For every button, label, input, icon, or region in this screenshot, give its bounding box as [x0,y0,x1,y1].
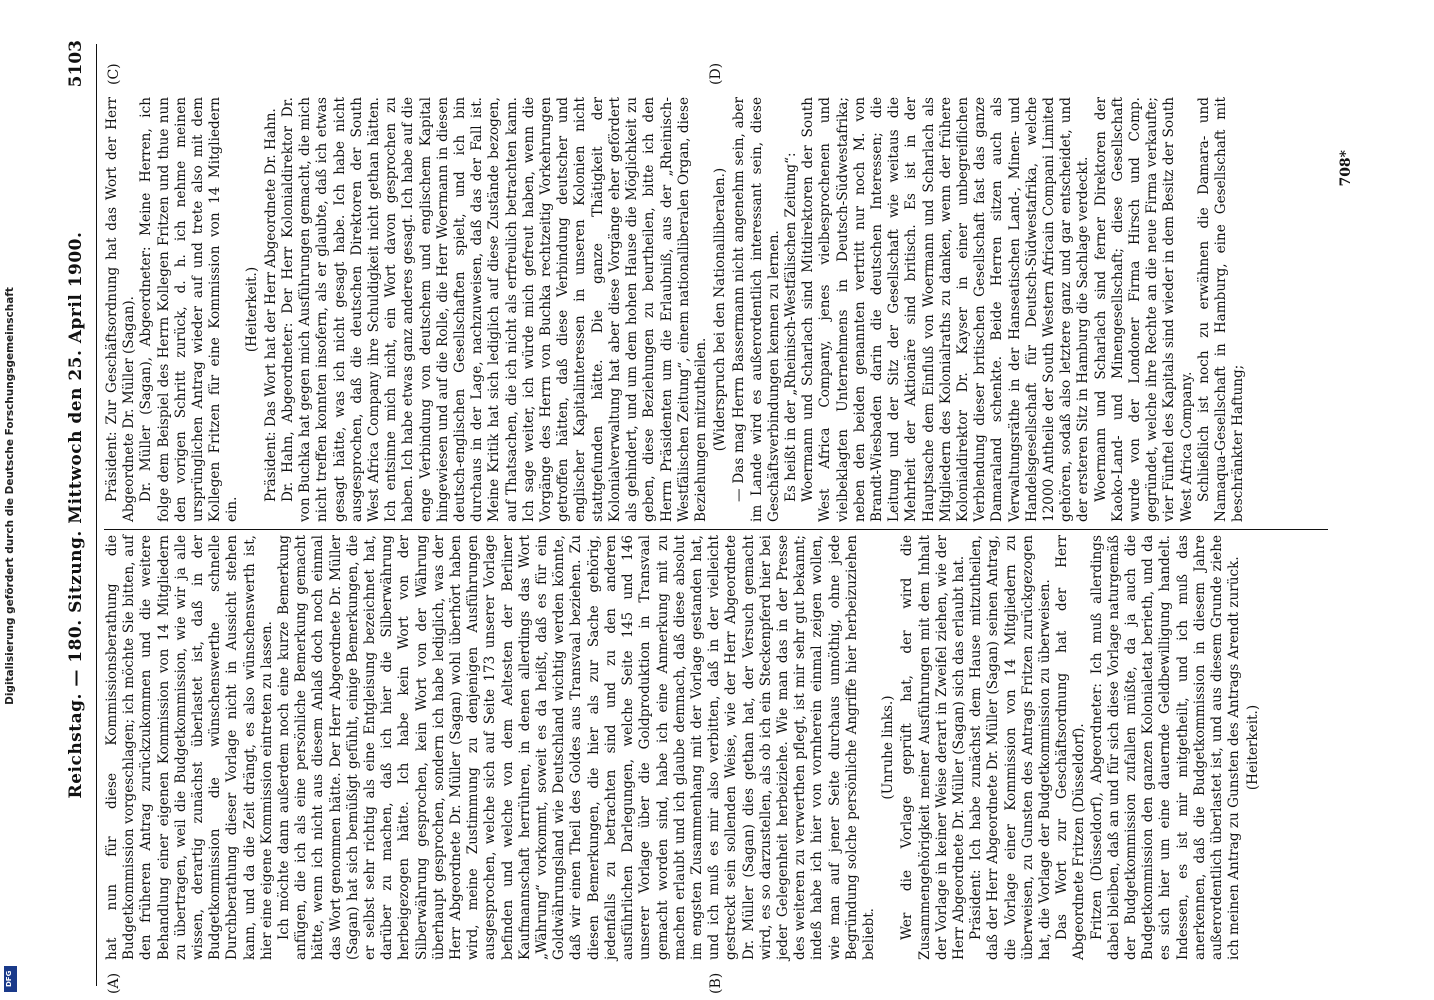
paragraph: Das Wort zur Geschäftsordnung hat der Herr Abgeordnete Fritzen (Düsseldorf). [1054,535,1088,960]
interjection: (Widerspruch bei den Nationalliberalen.) [712,167,729,452]
margin-mark-d: (D) [708,62,724,85]
paragraph: Fritzen (Düsseldorf), Abgeordneter: Ich muß allerdings dabei bleiben, daß an und für sich diese Vorlage naturgemäß der Budgetkommission zufallen müßte, da ja auch die Budgetkommission den ganzen Kolonialetat berieth, und da es sich hier um eine dauernde Geldbewilligung handelt. Indessen, es ist mir mitgetheilt, und ich muß das anerkennen, daß die Budgetkommission in diesem Jahre außerordentlich überlastet ist, und aus diesem Grunde ziehe ich meinen Antrag zu Gunsten des Antrags Arendt zurück. [1088,535,1243,960]
quotation: Woermann und Scharlach sind ferner Direktoren der Kaoko-Land- und Minengesellschaft; diese Gesellschaft wurde von der Londoner Firma Hirsch und Comp. gegründet, welche ihre Rechte an die neue Firma verkaufte; vier Fünftel des Kapitals sind wieder in dem Besitz der South West Africa Company. [1092,97,1195,522]
paragraph: Dr. Hahn, Abgeordneter: Der Herr Kolonialdirektor Dr. von Buchka hat gegen mich Ausführungen gemacht, die mich nicht treffen konnten insofern, als er glaubte, daß ich etwas gesagt hätte, was ich nicht gesagt habe. Ich habe nicht ausgesprochen, daß die deutschen Direktoren der South West Africa Company ihre Schuldigkeit nicht gethan hätten. Ich entsinne mich nicht, ein Wort davon gesprochen zu haben. Ich habe etwas ganz anderes gesagt. Ich habe auf die enge Verbindung von deutschem und englischem Kapital hingewiesen und auf die Rolle, die Herr Woermann in diesen deutsch-englischen Gesellschaften spielt, und ich bin durchaus in der Lage, nachzuweisen, daß das der Fall ist. Meine Kritik hat sich lediglich auf diese Zustände bezogen, auf Thatsachen, die ich nicht als erfreulich betrachten kann. Ich sage weiter, ich würde mich gefreut haben, wenn die Vorgänge des Herrn von Buchka rechtzeitig Vorkehrungen getroffen hätten, daß diese Verbindung deutscher und englischer Kapitalinteressen in unseren Kolonien nicht stattgefunden hätte. Die ganze Thätigkeit der Kolonialverwaltung hat aber diese Vorgänge eher gefördert als gehindert, und um dem hohen Hause die Möglichkeit zu geben, diese Beziehungen zu beurtheilen, bitte ich den Herrn Präsidenten um die Erlaubniß, aus der „Rheinisch-Westfälischen Zeitung“, einem nationalliberalen Organ, diese Beziehungen mitzutheilen. [280,96,709,522]
margin-mark-a: (A) [106,972,122,994]
margin-mark-c: (C) [106,63,122,85]
page-header [66,30,90,1000]
paragraph: Präsident: Ich habe zunächst dem Hause mitzutheilen, daß der Herr Abgeordnete Dr. Müller (Sagan) seinen Antrag, die Vorlage einer Kommission von 14 Mitgliedern zu überweisen, zu Gunsten des Antrags Fritzen zurückgezogen hat, die Vorlage der Budgetkommission zu überweisen. [968,535,1053,960]
quotation: Schließlich ist noch zu erwähnen die Damara- und Namaqua-Gesellschaft in Hamburg, eine Gesellschaft mit beschränkter Haftung; [1195,97,1247,522]
interjection: (Unruhe links.) [880,695,897,800]
paragraph: Es heißt in der „Rheinisch-Westfälischen Zeitung“: [782,152,799,502]
dfg-logo [4,966,17,992]
dfg-logo-text: DFG [5,970,13,987]
left-column [104,535,1265,960]
digitization-credit-text: Digitalisierung gefördert durch die Deutsche Forschungsgemeinschaft [4,287,16,705]
interjection: (Heiterkeit.) [243,266,260,353]
right-column [104,97,1247,522]
page-title: Reichstag. — 180. Sitzung. Mittwoch den 25. April 1900. [66,231,86,799]
paragraph: hat nun für diese Kommissionsberathung die Budgetkommission vorgeschlagen; ich möchte Sie bitten, auf den früheren Antrag zurückzukommen und die weitere Behandlung einer eigenen Kommission von 14 Mitgliedern zu übertragen, weil die Budgetkommission, wie wir ja alle wissen, derartig zunächst überlastet ist, daß in der Budgetkommission die wünschenswerthe schnelle Durchberathung dieser Vorlage nicht in Aussicht stehen kann, und da die Zeit drängt, es also wünschenswerth ist, hier eine eigene Kommission eintreten zu lassen. [104,535,275,960]
paragraph: Präsident: Zur Geschäftsordnung hat das Wort der Herr Abgeordnete Dr. Müller (Sagan). [104,97,138,522]
paragraph: Wer die Vorlage geprüft hat, der wird die Zusammengehörigkeit meiner Ausführungen mit dem Inhalt der Vorlage in keiner Weise derart in Zweifel ziehen, wie der Herr Abgeordnete Dr. Müller (Sagan) sich das erlaubt hat. [899,535,967,960]
column-divider [104,529,1328,530]
paragraph: Ich möchte dann außerdem noch eine kurze Bemerkung anfügen, die ich als eine persönliche Bemerkung gemacht hätte, wenn ich nicht aus diesem Anlaß doch noch einmal das Wort genommen hätte. Der Herr Abgeordnete Dr. Müller (Sagan) hat sich bemüßigt gefühlt, einige Bemerkungen, die er selbst sehr richtig als eine Entgleisung bezeichnet hat, darüber zu machen, daß ich hier die Silberwährung herbeigezogen hätte. Ich habe kein Wort von der Silberwährung gesprochen, kein Wort von der Währung überhaupt gesprochen, sondern ich habe lediglich, was der Herr Abgeordnete Dr. Müller (Sagan) wohl überhört haben wird, meine Zustimmung zu denjenigen Ausführungen ausgesprochen, welche sich auf Seite 173 unserer Vorlage befinden und welche von dem Aeltesten der Berliner Kaufmannschaft herrühren, in denen allerdings das Wort „Währung“ vorkommt, soweit es da heißt, daß es für ein Goldwährungsland wie Deutschland wichtig werden könnte, daß wir einen Theil des Goldes aus Transvaal beziehen. Zu diesen Bemerkungen, die hier als zur Sache gehörig, jedenfalls zu betrachten sind und zu den anderen ausführlichen Darlegungen, welche Seite 145 und 146 unserer Vorlage über die Goldproduktion in Transvaal gemacht worden sind, habe ich eine Anmerkung mit zu machen erlaubt und ich glaube demnach, daß diese absolut im engsten Zusammenhang mit der Vorlage gestanden hat, und ich muß es mir also verbitten, daß in der vielleicht gestreckt sein sollenden Weise, wie der Herr Abgeordnete Dr. Müller (Sagan) dies gethan hat, der Versuch gemacht wird, es so darzustellen, als ob ich ein Steckenpferd hier bei jeder Gelegenheit herbeiziehe. Wie man das in der Presse des weiteren zu verwerthen pflegt, ist mir sehr gut bekannt; indeß habe ich hier von vornherein einmal zeigen wollen, wie man auf jener Seite durchaus unnöthig, ohne jede Begründung solche persönliche Angriffe hier herbeizuziehen beliebt. [276,535,877,960]
digitization-credit [0,0,20,1000]
page-number: 5103 [66,40,86,88]
paragraph: — Das mag Herrn Bassermann nicht angenehm sein, aber im Lande wird es außerordentlich interessant sein, diese Geschäftsverbindungen kennen zu lernen. [731,97,782,522]
document-page [48,30,1388,1000]
paragraph: Dr. Müller (Sagan), Abgeordneter: Meine Herren, ich folge dem Beispiel des Herrn Kollegen Fritzen und thue nun den vorigen Schritt zurück, d. h. ich nehme meinen ursprünglichen Antrag wieder auf und trete also mit dem Kollegen Fritzen für eine Kommission von 14 Mitgliedern ein. [138,97,241,522]
paragraph: Präsident: Das Wort hat der Herr Abgeordnete Dr. Hahn. [262,108,279,502]
margin-mark-b: (B) [708,972,724,994]
page-signature: 708* [1338,150,1354,187]
interjection: (Heiterkeit.) [1245,704,1262,791]
quotation: Woermann und Scharlach sind Mitdirektoren der South West Africa Company, jenes vielbesprochenen und vielbeklagten Unternehmens in Deutsch-Südwestafrika; neben den beiden genannten vertritt nur noch M. von Brandt-Wiesbaden darin die deutschen Interessen; die Leitung und der Sitz der Gesellschaft wie weitaus die Mehrheit der Aktionäre sind britisch. Es ist in der Hauptsache dem Einfluß von Woermann und Scharlach als Mitgliedern des Kolonialraths zu danken, wenn der frühere Kolonialdirektor Dr. Kayser in einer unbegreiflichen Verblendung dieser britischen Gesellschaft fast das ganze Damaraland schenkte. Beide Herren sitzen auch als Verwaltungsräthe in der Hanseatischen Land-, Minen- und Handelsgesellschaft für Deutsch-Südwestafrika, welche 12000 Antheile der South Western Africain Compani Limited gehören, sodaß also letztere ganz und gar entscheidet, und der ersteren Sitz in Hamburg die Sachlage verdeckt. [800,97,1092,522]
header-rule [96,44,97,986]
